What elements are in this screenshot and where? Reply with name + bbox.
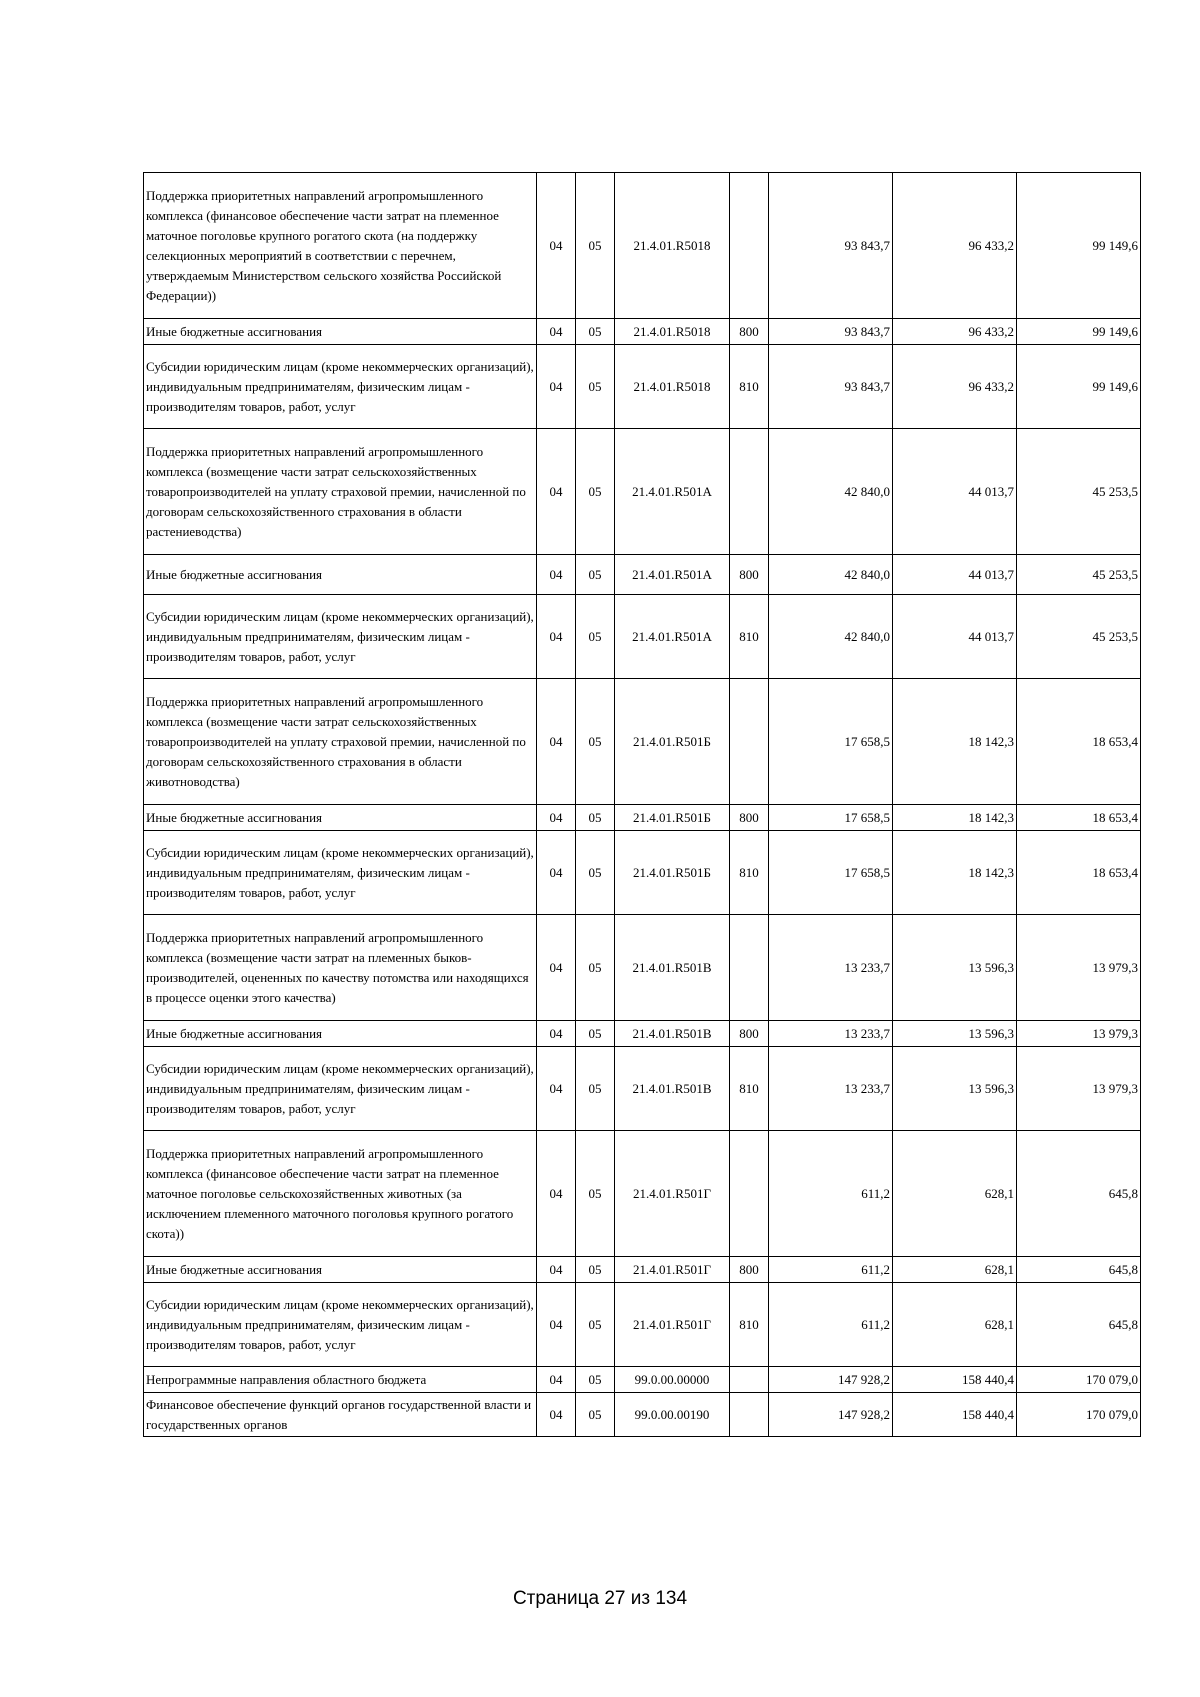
table-row <box>144 1257 1141 1283</box>
row-section: 04 <box>537 1393 576 1437</box>
row-expense-type: 800 <box>730 319 769 345</box>
row-amount-year-3: 645,8 <box>1017 1131 1141 1257</box>
row-amount-year-2: 96 433,2 <box>893 345 1017 429</box>
row-section: 04 <box>537 1367 576 1393</box>
row-amount-year-3: 99 149,6 <box>1017 345 1141 429</box>
table-row <box>144 1021 1141 1047</box>
table-row <box>144 1131 1141 1257</box>
table-row <box>144 319 1141 345</box>
row-expense-type: 800 <box>730 805 769 831</box>
row-subsection: 05 <box>576 1047 615 1131</box>
row-amount-year-2: 18 142,3 <box>893 805 1017 831</box>
row-target-article: 21.4.01.R501В <box>615 1047 730 1131</box>
row-target-article: 21.4.01.R501А <box>615 429 730 555</box>
row-name: Субсидии юридическим лицам (кроме некоммерческих организаций), индивидуальным предпринимателям, физическим лицам - производителям товаров, работ, услуг <box>144 345 537 429</box>
table-row <box>144 805 1141 831</box>
row-subsection: 05 <box>576 173 615 319</box>
row-name: Субсидии юридическим лицам (кроме некоммерческих организаций), индивидуальным предпринимателям, физическим лицам - производителям товаров, работ, услуг <box>144 1047 537 1131</box>
budget-table <box>143 172 1141 1437</box>
row-expense-type <box>730 679 769 805</box>
row-amount-year-1: 93 843,7 <box>769 319 893 345</box>
row-expense-type: 810 <box>730 595 769 679</box>
row-subsection: 05 <box>576 1131 615 1257</box>
row-expense-type: 800 <box>730 1021 769 1047</box>
row-target-article: 21.4.01.R5018 <box>615 319 730 345</box>
row-amount-year-2: 96 433,2 <box>893 319 1017 345</box>
row-subsection: 05 <box>576 595 615 679</box>
row-target-article: 21.4.01.R501Б <box>615 831 730 915</box>
row-target-article: 99.0.00.00190 <box>615 1393 730 1437</box>
table-row <box>144 595 1141 679</box>
row-amount-year-3: 645,8 <box>1017 1283 1141 1367</box>
row-name: Иные бюджетные ассигнования <box>144 319 537 345</box>
row-amount-year-3: 45 253,5 <box>1017 595 1141 679</box>
table-row <box>144 915 1141 1021</box>
row-target-article: 21.4.01.R5018 <box>615 173 730 319</box>
row-subsection: 05 <box>576 345 615 429</box>
row-target-article: 21.4.01.R501Г <box>615 1257 730 1283</box>
table-row <box>144 679 1141 805</box>
table-row <box>144 831 1141 915</box>
row-amount-year-3: 645,8 <box>1017 1257 1141 1283</box>
row-name: Непрограммные направления областного бюджета <box>144 1367 537 1393</box>
row-amount-year-1: 42 840,0 <box>769 555 893 595</box>
row-name: Поддержка приоритетных направлений агропромышленного комплекса (финансовое обеспечение части затрат на племенное маточное поголовье крупного рогатого скота (на поддержку селекционных мероприятий в соответствии с перечнем, утверждаемым Министерством сельского хозяйства Российской Федерации)) <box>144 173 537 319</box>
row-section: 04 <box>537 679 576 805</box>
row-amount-year-2: 158 440,4 <box>893 1367 1017 1393</box>
row-expense-type <box>730 915 769 1021</box>
row-subsection: 05 <box>576 831 615 915</box>
row-target-article: 21.4.01.R501В <box>615 1021 730 1047</box>
row-amount-year-2: 13 596,3 <box>893 1021 1017 1047</box>
table-row <box>144 1367 1141 1393</box>
row-section: 04 <box>537 805 576 831</box>
row-amount-year-3: 99 149,6 <box>1017 319 1141 345</box>
row-expense-type <box>730 1367 769 1393</box>
row-amount-year-2: 158 440,4 <box>893 1393 1017 1437</box>
row-amount-year-2: 44 013,7 <box>893 595 1017 679</box>
row-amount-year-1: 611,2 <box>769 1131 893 1257</box>
row-name: Поддержка приоритетных направлений агропромышленного комплекса (возмещение части затрат на племенных быков- производителей, оцененных по качеству потомства или находящихся в процессе оценки этого качества) <box>144 915 537 1021</box>
row-target-article: 99.0.00.00000 <box>615 1367 730 1393</box>
row-name: Субсидии юридическим лицам (кроме некоммерческих организаций), индивидуальным предпринимателям, физическим лицам - производителям товаров, работ, услуг <box>144 595 537 679</box>
row-amount-year-2: 628,1 <box>893 1283 1017 1367</box>
row-expense-type: 810 <box>730 345 769 429</box>
table-row <box>144 173 1141 319</box>
row-section: 04 <box>537 1283 576 1367</box>
row-target-article: 21.4.01.R501А <box>615 555 730 595</box>
row-target-article: 21.4.01.R501Г <box>615 1283 730 1367</box>
row-name: Иные бюджетные ассигнования <box>144 1021 537 1047</box>
row-subsection: 05 <box>576 1021 615 1047</box>
row-amount-year-1: 13 233,7 <box>769 915 893 1021</box>
row-amount-year-1: 611,2 <box>769 1257 893 1283</box>
table-row <box>144 345 1141 429</box>
row-section: 04 <box>537 429 576 555</box>
row-amount-year-3: 13 979,3 <box>1017 1047 1141 1131</box>
row-expense-type <box>730 429 769 555</box>
row-section: 04 <box>537 1021 576 1047</box>
row-name: Иные бюджетные ассигнования <box>144 805 537 831</box>
table-row <box>144 1393 1141 1437</box>
row-amount-year-2: 44 013,7 <box>893 429 1017 555</box>
row-amount-year-3: 99 149,6 <box>1017 173 1141 319</box>
row-section: 04 <box>537 831 576 915</box>
row-subsection: 05 <box>576 1393 615 1437</box>
row-amount-year-1: 147 928,2 <box>769 1367 893 1393</box>
row-subsection: 05 <box>576 805 615 831</box>
row-target-article: 21.4.01.R501А <box>615 595 730 679</box>
row-target-article: 21.4.01.R501Б <box>615 805 730 831</box>
row-amount-year-2: 628,1 <box>893 1257 1017 1283</box>
row-name: Субсидии юридическим лицам (кроме некоммерческих организаций), индивидуальным предпринимателям, физическим лицам - производителям товаров, работ, услуг <box>144 831 537 915</box>
row-amount-year-1: 147 928,2 <box>769 1393 893 1437</box>
row-target-article: 21.4.01.R501В <box>615 915 730 1021</box>
row-expense-type <box>730 1393 769 1437</box>
row-name: Иные бюджетные ассигнования <box>144 1257 537 1283</box>
row-amount-year-1: 13 233,7 <box>769 1047 893 1131</box>
row-name: Субсидии юридическим лицам (кроме некоммерческих организаций), индивидуальным предпринимателям, физическим лицам - производителям товаров, работ, услуг <box>144 1283 537 1367</box>
row-expense-type: 800 <box>730 1257 769 1283</box>
row-amount-year-1: 93 843,7 <box>769 173 893 319</box>
row-subsection: 05 <box>576 555 615 595</box>
row-amount-year-1: 611,2 <box>769 1283 893 1367</box>
row-amount-year-3: 18 653,4 <box>1017 679 1141 805</box>
row-target-article: 21.4.01.R5018 <box>615 345 730 429</box>
row-amount-year-1: 17 658,5 <box>769 805 893 831</box>
table-row <box>144 1047 1141 1131</box>
row-subsection: 05 <box>576 429 615 555</box>
row-amount-year-3: 170 079,0 <box>1017 1393 1141 1437</box>
row-subsection: 05 <box>576 915 615 1021</box>
row-amount-year-2: 44 013,7 <box>893 555 1017 595</box>
row-subsection: 05 <box>576 1257 615 1283</box>
row-expense-type: 810 <box>730 831 769 915</box>
row-expense-type: 800 <box>730 555 769 595</box>
page-number: Страница 27 из 134 <box>512 1588 688 1609</box>
row-target-article: 21.4.01.R501Г <box>615 1131 730 1257</box>
row-amount-year-3: 45 253,5 <box>1017 555 1141 595</box>
row-amount-year-1: 42 840,0 <box>769 429 893 555</box>
row-section: 04 <box>537 555 576 595</box>
row-amount-year-2: 96 433,2 <box>893 173 1017 319</box>
row-name: Поддержка приоритетных направлений агропромышленного комплекса (возмещение части затрат сельскохозяйственных товаропроизводителей на уплату страховой премии, начисленной по договорам сельскохозяйственного страхования в области растениеводства) <box>144 429 537 555</box>
row-amount-year-1: 93 843,7 <box>769 345 893 429</box>
row-amount-year-3: 13 979,3 <box>1017 1021 1141 1047</box>
row-section: 04 <box>537 1131 576 1257</box>
table-row <box>144 429 1141 555</box>
row-expense-type <box>730 1131 769 1257</box>
row-section: 04 <box>537 173 576 319</box>
row-amount-year-2: 628,1 <box>893 1131 1017 1257</box>
row-subsection: 05 <box>576 1367 615 1393</box>
table-row <box>144 555 1141 595</box>
row-amount-year-3: 170 079,0 <box>1017 1367 1141 1393</box>
table-row <box>144 1283 1141 1367</box>
row-name: Поддержка приоритетных направлений агропромышленного комплекса (возмещение части затрат сельскохозяйственных товаропроизводителей на уплату страховой премии, начисленной по договорам сельскохозяйственного страхования в области животноводства) <box>144 679 537 805</box>
row-expense-type: 810 <box>730 1283 769 1367</box>
row-amount-year-1: 13 233,7 <box>769 1021 893 1047</box>
row-section: 04 <box>537 1047 576 1131</box>
row-section: 04 <box>537 1257 576 1283</box>
row-subsection: 05 <box>576 1283 615 1367</box>
row-subsection: 05 <box>576 319 615 345</box>
row-expense-type <box>730 173 769 319</box>
row-amount-year-1: 17 658,5 <box>769 831 893 915</box>
row-amount-year-1: 42 840,0 <box>769 595 893 679</box>
row-section: 04 <box>537 595 576 679</box>
row-section: 04 <box>537 915 576 1021</box>
row-amount-year-3: 18 653,4 <box>1017 831 1141 915</box>
row-amount-year-2: 13 596,3 <box>893 1047 1017 1131</box>
row-name: Финансовое обеспечение функций органов государственной власти и государственных органов <box>144 1393 537 1437</box>
row-subsection: 05 <box>576 679 615 805</box>
row-expense-type: 810 <box>730 1047 769 1131</box>
row-amount-year-2: 18 142,3 <box>893 831 1017 915</box>
row-amount-year-3: 13 979,3 <box>1017 915 1141 1021</box>
row-amount-year-1: 17 658,5 <box>769 679 893 805</box>
row-target-article: 21.4.01.R501Б <box>615 679 730 805</box>
row-amount-year-3: 45 253,5 <box>1017 429 1141 555</box>
row-name: Поддержка приоритетных направлений агропромышленного комплекса (финансовое обеспечение части затрат на племенное маточное поголовье сельскохозяйственных животных (за исключением племенного маточного поголовья крупного рогатого скота)) <box>144 1131 537 1257</box>
row-amount-year-3: 18 653,4 <box>1017 805 1141 831</box>
row-section: 04 <box>537 319 576 345</box>
row-amount-year-2: 18 142,3 <box>893 679 1017 805</box>
row-name: Иные бюджетные ассигнования <box>144 555 537 595</box>
row-amount-year-2: 13 596,3 <box>893 915 1017 1021</box>
row-section: 04 <box>537 345 576 429</box>
